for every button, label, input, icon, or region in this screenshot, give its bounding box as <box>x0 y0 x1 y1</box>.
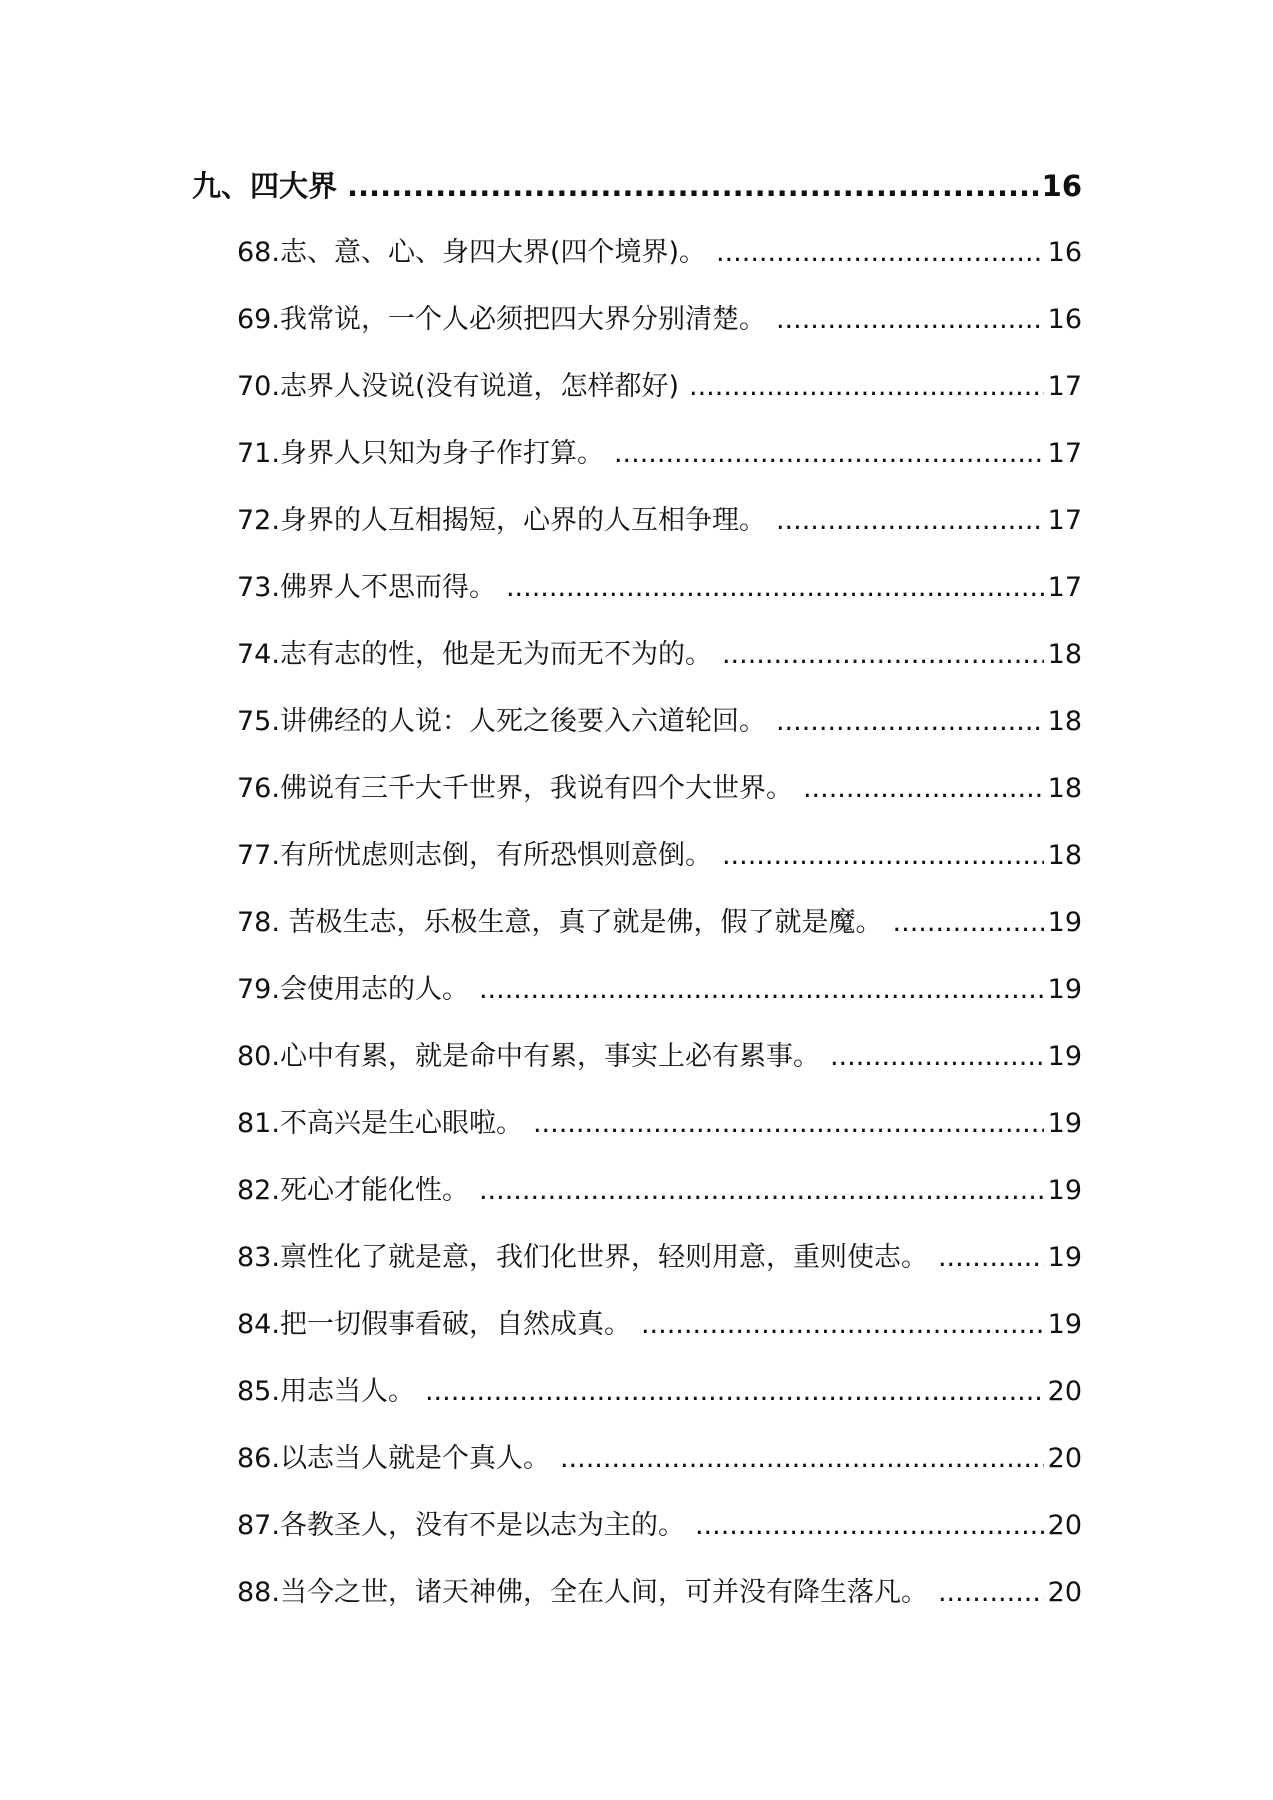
toc-entry-page: 17 <box>1047 572 1082 603</box>
dot-leader <box>479 970 1044 1010</box>
toc-entry[interactable] <box>237 1372 1082 1412</box>
toc-entry-label: 79.会使用志的人。 <box>237 974 469 1005</box>
dot-leader <box>803 769 1044 809</box>
toc-entry[interactable] <box>237 367 1082 407</box>
toc-entry-label: 80.心中有累，就是命中有累，事实上必有累事。 <box>237 1041 820 1072</box>
dot-leader <box>695 1506 1044 1546</box>
toc-entry-label: 83.禀性化了就是意，我们化世界，轻则用意，重则使志。 <box>237 1242 928 1273</box>
dot-leader <box>479 1171 1044 1211</box>
toc-entry-page: 19 <box>1047 1242 1082 1273</box>
dot-leader <box>716 233 1044 273</box>
toc-entry-label: 71.身界人只知为身子作打算。 <box>237 438 604 469</box>
toc-entry-label: 84.把一切假事看破，自然成真。 <box>237 1309 631 1340</box>
toc-entry-page: 19 <box>1047 1041 1082 1072</box>
toc-entry[interactable] <box>237 635 1082 675</box>
toc-entry[interactable] <box>237 1305 1082 1345</box>
toc-entry-page: 18 <box>1047 639 1082 670</box>
toc-entry-page: 17 <box>1047 438 1082 469</box>
toc-entry-page: 19 <box>1047 907 1082 938</box>
toc-entry[interactable] <box>237 1439 1082 1479</box>
toc-entry-label: 86.以志当人就是个真人。 <box>237 1443 550 1474</box>
toc-entry[interactable] <box>237 903 1082 943</box>
toc-entry[interactable] <box>237 1171 1082 1211</box>
dot-leader <box>533 1104 1044 1144</box>
toc-entry-label: 88.当今之世，诸天神佛，全在人间，可并没有降生落凡。 <box>237 1577 928 1608</box>
toc-entry-page: 20 <box>1047 1577 1082 1608</box>
toc-entry-label: 68.志、意、心、身四大界(四个境界)。 <box>237 237 707 268</box>
dot-leader <box>830 1037 1044 1077</box>
toc-entry[interactable] <box>237 434 1082 474</box>
dot-leader <box>614 434 1044 474</box>
toc-entry[interactable] <box>237 568 1082 608</box>
toc-entry-label: 75.讲佛经的人说：人死之後要入六道轮回。 <box>237 706 766 737</box>
toc-heading-label: 九、四大界 <box>192 169 338 203</box>
toc-entry[interactable] <box>237 1238 1082 1278</box>
toc-entry-page: 20 <box>1047 1443 1082 1474</box>
toc-entry-label: 76.佛说有三千大千世界，我说有四个大世界。 <box>237 773 793 804</box>
toc-entry-page: 19 <box>1047 1309 1082 1340</box>
dot-leader <box>641 1305 1044 1345</box>
toc-entry-label: 82.死心才能化性。 <box>237 1175 469 1206</box>
toc-entry[interactable] <box>237 702 1082 742</box>
toc-entry-page: 17 <box>1047 505 1082 536</box>
dot-leader <box>776 501 1044 541</box>
toc-entry-page: 16 <box>1047 237 1082 268</box>
toc-entry-page: 17 <box>1047 371 1082 402</box>
dot-leader <box>560 1439 1044 1479</box>
toc-entry[interactable] <box>237 1573 1082 1613</box>
toc-entry[interactable] <box>237 233 1082 273</box>
dot-leader <box>893 903 1044 943</box>
toc-entry-label: 72.身界的人互相揭短，心界的人互相争理。 <box>237 505 766 536</box>
toc-entry-page: 16 <box>1047 304 1082 335</box>
toc-entry-page: 19 <box>1047 974 1082 1005</box>
toc-entry-label: 77.有所忧虑则志倒，有所恐惧则意倒。 <box>237 840 712 871</box>
dot-leader <box>938 1238 1044 1278</box>
toc-entry[interactable] <box>237 836 1082 876</box>
toc-heading-page: 16 <box>1041 169 1082 203</box>
dot-leader <box>722 836 1044 876</box>
toc-entry-label: 85.用志当人。 <box>237 1376 415 1407</box>
toc-entry[interactable] <box>237 769 1082 809</box>
toc-entry-label: 78. 苦极生志，乐极生意，真了就是佛，假了就是魔。 <box>237 907 883 938</box>
dot-leader <box>347 166 1038 206</box>
toc-entry-label: 73.佛界人不思而得。 <box>237 572 496 603</box>
dot-leader <box>722 635 1044 675</box>
toc-entry-label: 69.我常说，一个人必须把四大界分别清楚。 <box>237 304 766 335</box>
toc-entry-page: 18 <box>1047 706 1082 737</box>
toc-entry-page: 19 <box>1047 1108 1082 1139</box>
toc-entry-label: 74.志有志的性，他是无为而无不为的。 <box>237 639 712 670</box>
toc-entry[interactable] <box>237 970 1082 1010</box>
dot-leader <box>776 702 1044 742</box>
toc-entry-label: 81.不高兴是生心眼啦。 <box>237 1108 523 1139</box>
toc-entry-page: 18 <box>1047 773 1082 804</box>
toc-entry[interactable] <box>237 1104 1082 1144</box>
toc-entry[interactable] <box>237 300 1082 340</box>
toc-entry-page: 18 <box>1047 840 1082 871</box>
toc-entry-page: 19 <box>1047 1175 1082 1206</box>
dot-leader <box>938 1573 1044 1613</box>
toc-entry-page: 20 <box>1047 1510 1082 1541</box>
toc-heading[interactable] <box>192 166 1082 206</box>
dot-leader <box>776 300 1044 340</box>
toc-entry[interactable] <box>237 1037 1082 1077</box>
toc-entry-page: 20 <box>1047 1376 1082 1407</box>
toc-entry-label: 70.志界人没说(没有说道，怎样都好) <box>237 371 680 402</box>
dot-leader <box>506 568 1044 608</box>
toc-entry-label: 87.各教圣人，没有不是以志为主的。 <box>237 1510 685 1541</box>
toc-entry[interactable] <box>237 1506 1082 1546</box>
dot-leader <box>689 367 1044 407</box>
toc-entry[interactable] <box>237 501 1082 541</box>
dot-leader <box>425 1372 1044 1412</box>
